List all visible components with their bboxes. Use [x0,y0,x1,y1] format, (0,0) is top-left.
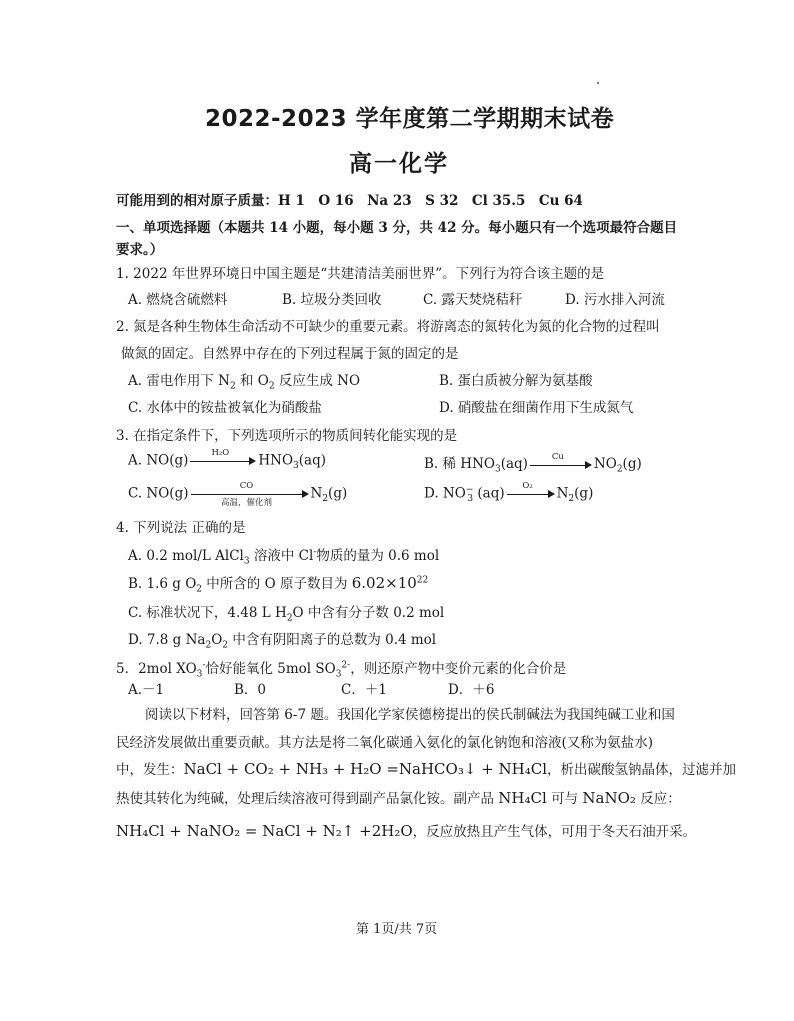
q5-option-b: B．0 [234,682,267,698]
q1-option-c: C. 露天焚烧秸秆 [423,292,523,308]
reaction-equation-1: NaCl + CO₂ + NH₃ + H₂O =NaHCO₃↓ + NH₄Cl [183,760,547,778]
section1-heading-cont: 要求。） [116,242,164,258]
q2-option-a: A. 雷电作用下 $N_2$ 和 $O_2$ 反应生成 NO [128,373,361,392]
q5-option-c: C．＋1 [341,682,387,698]
page-number: 第 1页/共 7页 [356,922,438,937]
q1-option-a: A. 燃烧含硫燃料 [128,292,228,308]
arrow-icon: Cu [530,456,592,474]
q4-option-c: C. 标准状况下，4.48 L $H_2O$ 中含有分子数 0.2 mol [128,605,445,624]
passage-line-3: 中，发生：NaCl + CO₂ + NH₃ + H₂O =NaHCO₃↓ + NH₄Cl，析出碳酸氢钠晶体，过滤并加 [116,760,736,778]
arrow-icon: O₂ [507,485,555,503]
q3-stem: 3. 在指定条件下，下列选项所示的物质间转化能实现的是 [116,428,458,444]
q2-option-c: C. 水体中的铵盐被氧化为硝酸盐 [128,400,322,416]
q2-stem-cont: 做氮的固定。自然界中存在的下列过程属于氮的固定的是 [121,346,459,362]
passage-line-1: 阅读以下材料，回答第 6-7 题。我国化学家侯德榜提出的侯氏制碱法为我国纯碱工业和国 [145,707,675,723]
q4-option-b: B. 1.6 g $O_2$ 中所含的 O 原子数目为 $6.02\times 10^{22}$ [128,574,429,595]
q3-option-c: C. NO(g) CO 高温，催化剂 $N_2(g)$ [128,481,348,508]
passage-line-2: 民经济发展做出重要贡献。其方法是将二氧化碳通入氨化的氯化钠饱和溶液(又称为氨盐水) [116,735,654,751]
q2-option-b: B. 蛋白质被分解为氨基酸 [439,373,593,389]
exam-title: 2022-2023 学年度第二学期期末试卷 [205,106,615,132]
q5-option-d: D．＋6 [448,682,495,698]
speck-dot [597,82,599,84]
q1-option-b: B. 垃圾分类回收 [282,292,382,308]
q1-stem: 1. 2022 年世界环境日中国主题是“共建清洁美丽世界”。下列行为符合该主题的是 [116,266,605,282]
q3-option-a: A. NO(g) H₂O $HNO_3(aq)$ [128,448,327,472]
section1-heading: 一、单项选择题（本题共 14 小题，每小题 3 分，共 42 分。每小题只有一个选项最符合题目 [116,220,678,236]
q4-stem: 4. 下列说法 正确的是 [116,520,246,536]
q4-option-a: A. 0.2 mol/L AlCl$_3$ 溶液中 Cl-物质的量为 0.6 mol [128,547,440,567]
q3-option-b: B. 稀 $HNO_3(aq)$ Cu $NO_2(g)$ [424,451,642,475]
q1-option-d: D. 污水排入河流 [565,292,665,308]
q2-stem: 2. 氮是各种生物体生命活动不可缺少的重要元素。将游离态的氮转化为氮的化合物的过程叫 [116,319,660,335]
q3-option-d: D. $NO^-_3$ (aq) O₂ $N_2(g)$ [424,481,594,505]
atomic-masses: 可能用到的相对原子质量：H 1 O 16 Na 23 S 32 Cl 35.5 Cu 64 [116,193,583,209]
q4-option-d: D. 7.8 g $Na_2O_2$ 中含有阴阳离子的总数为 0.4 mol [128,632,437,651]
exam-subject: 高一化学 [349,151,449,177]
q2-option-d: D. 硝酸盐在细菌作用下生成氮气 [439,400,634,416]
q5-option-a: A.－1 [128,682,165,698]
arrow-icon: CO 高温，催化剂 [191,485,309,503]
arrow-icon: H₂O [190,452,256,470]
q5-stem: 5．2mol $XO_3^-$恰好能氧化 5mol $SO_3^{2-}$，则还原产物中变价元素的化合价是 [116,660,567,680]
passage-line-4: 热使其转化为纯碱，处理后续溶液可得到副产品氯化铵。副产品 NH₄Cl 可与 NaNO₂ 反应： [116,789,681,807]
reaction-equation-2: NH₄Cl + NaNO₂ = NaCl + N₂↑ +2H₂O [116,822,413,840]
passage-line-5: NH₄Cl + NaNO₂ = NaCl + N₂↑ +2H₂O，反应放热且产生气体，可用于冬天石油开采。 [116,822,697,840]
